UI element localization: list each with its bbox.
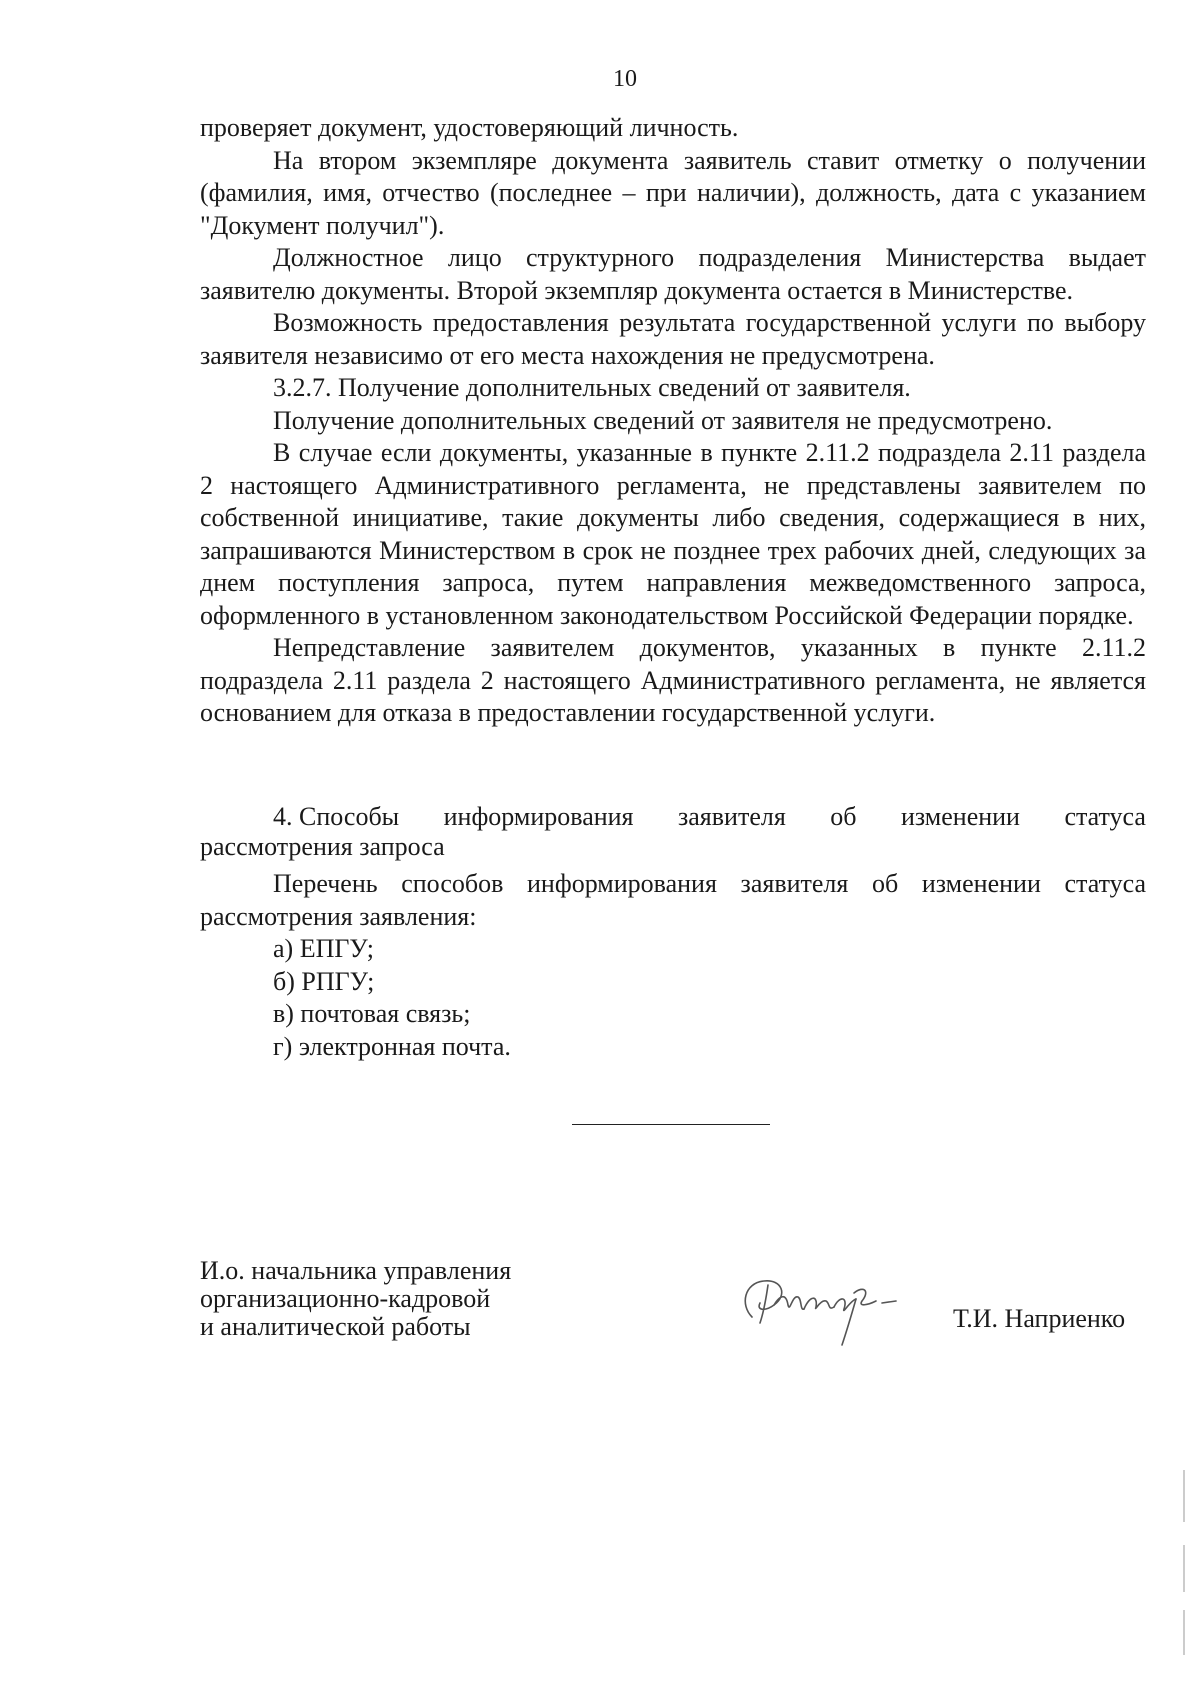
paragraph: На втором экземпляре документа заявитель ставит отметку о получении (фамилия, имя, отчество (последнее – при наличии), должность, дата с указанием "Документ получил"). [200,145,1146,240]
list-intro: Перечень способов информирования заявителя об изменении статуса рассмотрения заявления: [200,869,1146,931]
heading-word: об [830,802,857,831]
paragraph: Получение дополнительных сведений от заявителя не предусмотрено. [273,405,1053,435]
list-item: в) почтовая связь; [273,999,471,1028]
heading-word: заявителя [678,802,786,831]
page-number: 10 [613,66,637,92]
paragraph: Возможность предоставления результата государственной услуги по выбору заявителя независимо от его места нахождения не предусмотрена. [200,308,1146,370]
paragraph: Должностное лицо структурного подразделения Министерства выдает заявителю документы. Второй экземпляр документа остается в Министерстве. [200,243,1146,305]
list-block [200,868,1146,1063]
paragraph: 3.2.7. Получение дополнительных сведений от заявителя. [273,373,911,402]
body-text [200,112,1146,730]
list-item: а) ЕПГУ; [273,934,375,963]
signatory-position [200,1257,511,1341]
heading-word: 4. Способы [273,802,400,831]
paragraph-continuation: проверяет документ, удостоверяющий личность. [200,113,739,142]
handwritten-signature [730,1265,930,1355]
list-item: г) электронная почта. [273,1031,511,1061]
paragraph: Непредставление заявителем документов, указанных в пункте 2.11.2 подраздела 2.11 раздела 2 настоящего Административного регламента, не является основанием для отказа в предоставлении государственной услуги. [200,633,1146,727]
paragraph: В случае если документы, указанные в пункте 2.11.2 подраздела 2.11 раздела 2 настоящего Административного регламента, не представлены заявителем по собственной инициативе, такие документы либо сведения, содержащиеся в них, запрашиваются Министерством в срок не позднее трех рабочих дней, следующих за днем поступления запроса, путем направления межведомственного запроса, оформленного в установленном законодательством Российской Федерации порядке. [200,438,1146,630]
signatory-name: Т.И. Наприенко [953,1304,1126,1333]
heading-word: информирования [443,802,634,831]
signatory-position-line: организационно-кадровой [200,1284,491,1313]
separator-line [572,1124,770,1125]
heading-word: изменении [900,802,1020,831]
scan-edge-marks [1170,0,1200,1696]
signatory-position-line: и аналитической работы [200,1312,471,1341]
signatory-position-line: И.о. начальника управления [200,1256,512,1285]
heading-word: статуса [1064,802,1146,831]
section-heading-line1 [200,802,1146,832]
section-heading-line2: рассмотрения запроса [200,832,445,861]
section-heading [200,802,1146,862]
list-item: б) РПГУ; [273,966,375,996]
